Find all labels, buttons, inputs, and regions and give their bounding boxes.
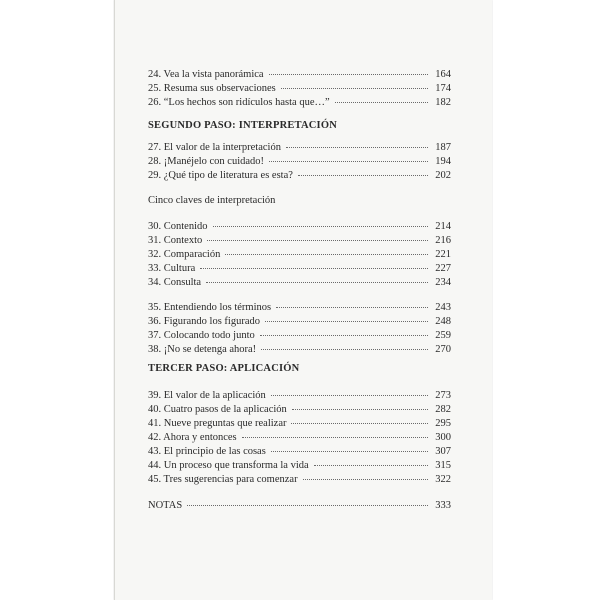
toc-entry-label: 27. El valor de la interpretación — [148, 142, 281, 153]
toc-entry-page: 333 — [435, 500, 451, 511]
toc-entry-page: 243 — [435, 302, 451, 313]
leader-dots — [303, 479, 428, 480]
toc-entry — [148, 301, 451, 315]
leader-dots — [281, 88, 428, 89]
toc-entry — [148, 68, 451, 82]
leader-dots — [271, 395, 428, 396]
toc-entry — [148, 248, 451, 262]
section-heading-tercer-paso: TERCER PASO: APLICACIÓN — [148, 363, 300, 374]
leader-dots — [335, 102, 428, 103]
toc-entry — [148, 417, 451, 431]
subsection-heading: Cinco claves de interpretación — [148, 195, 276, 206]
toc-entry — [148, 315, 451, 329]
leader-dots — [260, 335, 428, 336]
toc-entry-page: 214 — [435, 221, 451, 232]
toc-entry — [148, 473, 451, 487]
toc-entry — [148, 234, 451, 248]
toc-entry-page: 300 — [435, 432, 451, 443]
toc-entry — [148, 82, 451, 96]
toc-entry-label: 32. Comparación — [148, 249, 221, 260]
toc-entry-label: NOTAS — [148, 500, 183, 511]
toc-entry-label: 33. Cultura — [148, 263, 196, 274]
toc-entry-label: 24. Vea la vista panorámica — [148, 69, 264, 80]
section-heading-segundo-paso: SEGUNDO PASO: INTERPRETACIÓN — [148, 120, 337, 131]
leader-dots — [225, 254, 428, 255]
toc-entry-page: 307 — [435, 446, 451, 457]
toc-entry-page: 174 — [435, 83, 451, 94]
toc-entry-label: 45. Tres sugerencias para comenzar — [148, 474, 298, 485]
toc-entry-label: 41. Nueve preguntas que realizar — [148, 418, 287, 429]
toc-entry-label: 28. ¡Manéjelo con cuidado! — [148, 156, 265, 167]
toc-entry-label: 30. Contenido — [148, 221, 208, 232]
leader-dots — [291, 423, 428, 424]
toc-entry — [148, 459, 451, 473]
toc-entry-label: 25. Resuma sus observaciones — [148, 83, 276, 94]
toc-entry-label: 29. ¿Qué tipo de literatura es esta? — [148, 170, 293, 181]
leader-dots — [187, 505, 428, 506]
toc-entry-page: 273 — [435, 390, 451, 401]
toc-group-1 — [148, 68, 451, 110]
toc-entry-label: 36. Figurando los figurado — [148, 316, 260, 327]
leader-dots — [292, 409, 428, 410]
leader-dots — [286, 147, 428, 148]
toc-entry-page: 234 — [435, 277, 451, 288]
toc-group-3 — [148, 220, 451, 290]
toc-group-2 — [148, 141, 451, 183]
leader-dots — [213, 226, 429, 227]
leader-dots — [269, 74, 428, 75]
toc-entry-page: 164 — [435, 69, 451, 80]
toc-entry — [148, 169, 451, 183]
toc-entry-label: 40. Cuatro pasos de la aplicación — [148, 404, 287, 415]
leader-dots — [261, 349, 428, 350]
toc-entry-page: 315 — [435, 460, 451, 471]
book-page — [114, 0, 492, 600]
toc-entry-label: 38. ¡No se detenga ahora! — [148, 344, 257, 355]
toc-entry-page: 259 — [435, 330, 451, 341]
leader-dots — [206, 282, 428, 283]
toc-entry — [148, 403, 451, 417]
leader-dots — [276, 307, 428, 308]
toc-entry-page: 282 — [435, 404, 451, 415]
toc-entry — [148, 96, 451, 110]
toc-entry-page: 202 — [435, 170, 451, 181]
leader-dots — [242, 437, 428, 438]
toc-entry — [148, 329, 451, 343]
toc-entry — [148, 445, 451, 459]
toc-entry-page: 227 — [435, 263, 451, 274]
toc-group-5 — [148, 389, 451, 487]
toc-group-notes — [148, 499, 451, 513]
leader-dots — [265, 321, 428, 322]
leader-dots — [200, 268, 428, 269]
toc-entry — [148, 220, 451, 234]
toc-entry — [148, 389, 451, 403]
leader-dots — [314, 465, 428, 466]
toc-entry-label: 37. Colocando todo junto — [148, 330, 255, 341]
toc-entry — [148, 141, 451, 155]
toc-entry-label: 35. Entendiendo los términos — [148, 302, 272, 313]
toc-entry-page: 248 — [435, 316, 451, 327]
toc-entry — [148, 431, 451, 445]
toc-entry — [148, 276, 451, 290]
toc-entry-label: 26. “Los hechos son ridículos hasta que…” — [148, 97, 330, 108]
toc-entry-page: 295 — [435, 418, 451, 429]
toc-entry-page: 221 — [435, 249, 451, 260]
toc-entry-page: 216 — [435, 235, 451, 246]
toc-entry-page: 187 — [435, 142, 451, 153]
leader-dots — [269, 161, 428, 162]
toc-entry-label: 34. Consulta — [148, 277, 202, 288]
toc-entry-label: 31. Contexto — [148, 235, 203, 246]
toc-entry-page: 182 — [435, 97, 451, 108]
toc-entry — [148, 262, 451, 276]
toc-entry-notes — [148, 499, 451, 513]
page-edge — [114, 0, 115, 600]
toc-entry — [148, 343, 451, 357]
toc-entry-label: 39. El valor de la aplicación — [148, 390, 266, 401]
toc-entry-label: 42. Ahora y entonces — [148, 432, 237, 443]
toc-entry — [148, 155, 451, 169]
toc-entry-label: 43. El principio de las cosas — [148, 446, 266, 457]
leader-dots — [207, 240, 428, 241]
toc-entry-label: 44. Un proceso que transforma la vida — [148, 460, 309, 471]
leader-dots — [271, 451, 428, 452]
toc-group-4 — [148, 301, 451, 357]
toc-entry-page: 270 — [435, 344, 451, 355]
toc-entry-page: 322 — [435, 474, 451, 485]
leader-dots — [298, 175, 428, 176]
toc-entry-page: 194 — [435, 156, 451, 167]
